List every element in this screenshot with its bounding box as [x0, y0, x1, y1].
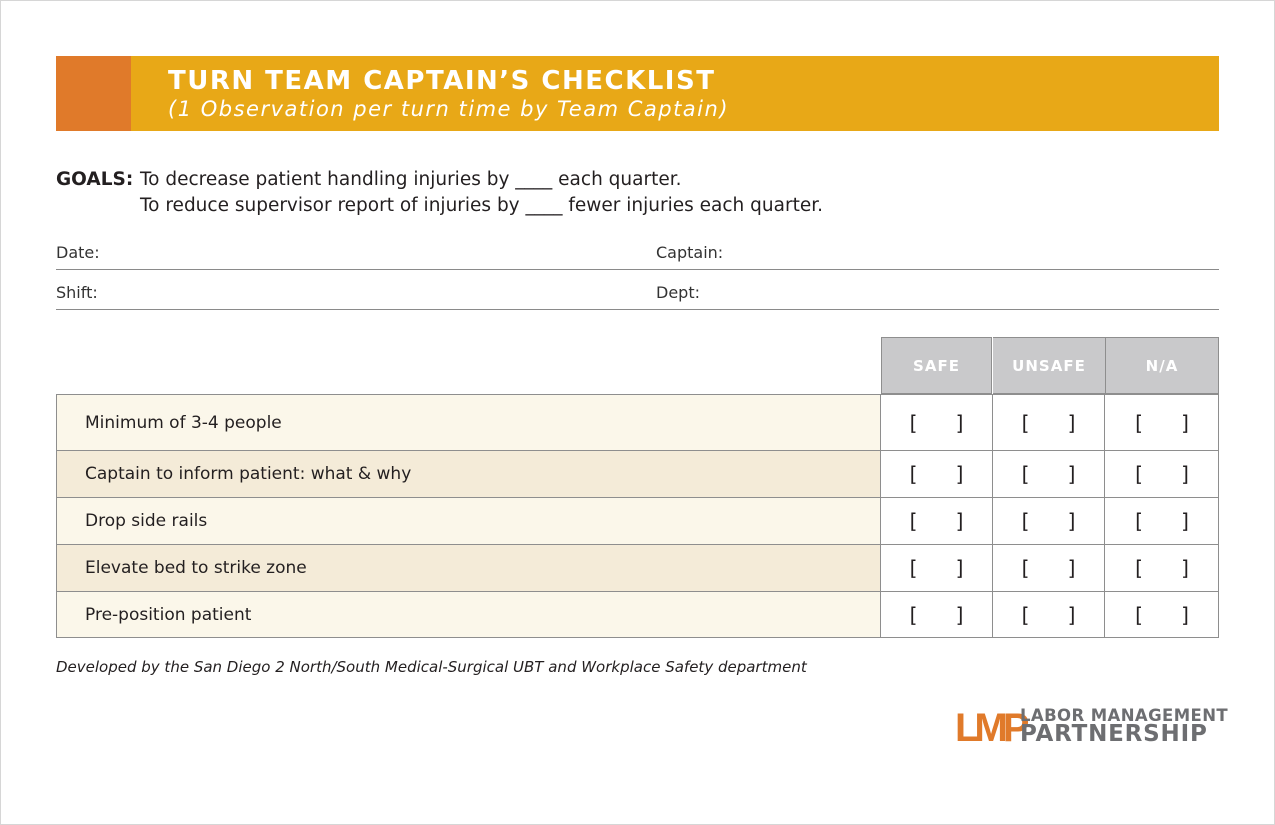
safe-checkbox[interactable]: [ ] [881, 592, 993, 637]
row-label: Pre-position patient [57, 592, 881, 637]
table-row [57, 395, 1218, 451]
lmp-logo-icon [955, 706, 1025, 750]
footnote: Developed by the San Diego 2 North/South Medical-Surgical UBT and Workplace Safety department [56, 658, 807, 676]
unsafe-checkbox[interactable]: [ ] [993, 545, 1105, 591]
safe-checkbox[interactable]: [ ] [881, 395, 993, 450]
table-row [57, 498, 1218, 545]
unsafe-checkbox[interactable]: [ ] [993, 498, 1105, 544]
table-row [57, 592, 1218, 637]
row-label: Minimum of 3-4 people [57, 395, 881, 450]
row-label: Drop side rails [57, 498, 881, 544]
na-checkbox[interactable]: [ ] [1135, 602, 1189, 627]
logo-text-line2: PARTNERSHIP [1020, 721, 1208, 747]
safe-checkbox[interactable]: [ ] [881, 545, 993, 591]
lmp-logo-mark: LMP [955, 706, 1025, 750]
goals-label: GOALS: [56, 169, 134, 190]
unsafe-checkbox[interactable]: [ ] [993, 395, 1105, 450]
column-header-na: N/A [1106, 337, 1219, 394]
column-header-unsafe: UNSAFE [993, 337, 1106, 394]
dept-field-label[interactable]: Dept: [656, 283, 700, 302]
goals-line-1 [56, 167, 823, 193]
table-row [57, 545, 1218, 592]
logo-text-line1: LABOR MANAGEMENT [1020, 706, 1229, 725]
column-header-safe: SAFE [881, 337, 992, 394]
row-label: Elevate bed to strike zone [57, 545, 881, 591]
captain-field-label[interactable]: Captain: [656, 243, 724, 262]
unsafe-checkbox[interactable]: [ ] [993, 451, 1105, 497]
table-row [57, 451, 1218, 498]
field-row-shift-dept [56, 283, 1219, 310]
field-row-date-captain [56, 243, 1219, 270]
safe-checkbox[interactable]: [ ] [881, 451, 993, 497]
na-checkbox[interactable]: [ ] [1135, 462, 1189, 486]
row-label: Captain to inform patient: what & why [57, 451, 881, 497]
page-subtitle: (1 Observation per turn time by Team Captain) [168, 97, 730, 121]
goal-2-text: To reduce supervisor report of injuries by ____ fewer injuries each quarter. [140, 195, 823, 216]
na-checkbox[interactable]: [ ] [1135, 509, 1189, 533]
goals-section [56, 167, 823, 219]
header-banner [56, 56, 1219, 131]
na-checkbox[interactable]: [ ] [1135, 410, 1189, 435]
date-field-label[interactable]: Date: [56, 243, 100, 262]
checklist-table [56, 394, 1219, 638]
safe-checkbox[interactable]: [ ] [881, 498, 993, 544]
goal-1-text: To decrease patient handling injuries by ____ each quarter. [140, 169, 682, 190]
na-checkbox[interactable]: [ ] [1135, 556, 1189, 580]
banner-accent-block [56, 56, 131, 131]
unsafe-checkbox[interactable]: [ ] [993, 592, 1105, 637]
page-title: TURN TEAM CAPTAIN’S CHECKLIST [168, 66, 716, 96]
shift-field-label[interactable]: Shift: [56, 283, 98, 302]
